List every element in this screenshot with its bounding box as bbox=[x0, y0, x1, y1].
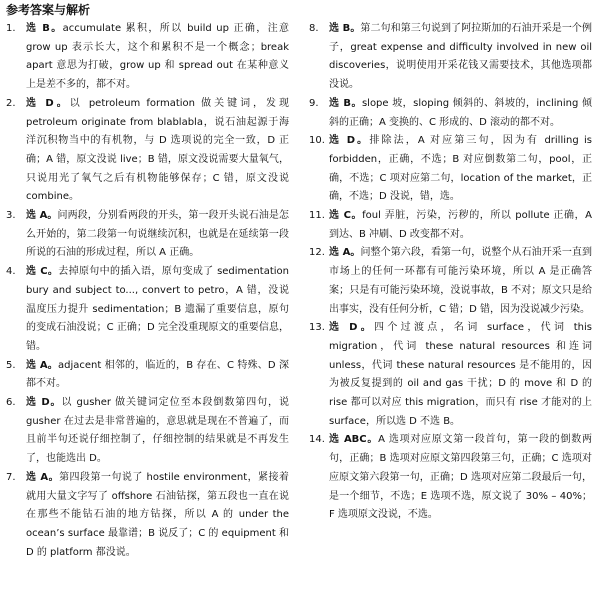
answer-item bbox=[309, 20, 592, 95]
explanation-text: 去掉原句中的插入语，原句变成了 sedimentation bury and subject to..., convert to petro，A 错，没说温度压力提升 sedimentation；B 遗漏了重要信息，原句的变成石油没说；C 正确；D 完全没重现原文的重要信息，错。 bbox=[26, 266, 289, 352]
answer-number: 2. bbox=[6, 97, 16, 109]
answer-choice: 选 D。 bbox=[329, 322, 375, 334]
answer-item bbox=[6, 20, 289, 95]
answer-number: 5. bbox=[6, 359, 16, 371]
explanation-text: 问两段，分别看两段的开头，第一段开头说石油是怎么开始的，第二段第一句说继续沉积，也就是在延续第一段所说的石油的形成过程，所以 A 正确。 bbox=[26, 210, 289, 259]
answer-number: 11. bbox=[309, 210, 325, 222]
answer-explanation bbox=[26, 20, 289, 95]
answer-explanation bbox=[26, 357, 289, 394]
explanation-text: 以 gusher 做关键词定位至本段倒数第四句，说 gusher 在过去是非常普遍的，意思就是现在不普遍了，而且前半句还说仔细控制了，仔细控制的结果就是不再发生了，也能选出 D。 bbox=[26, 397, 289, 465]
answer-choice: 选 B。 bbox=[26, 23, 63, 34]
explanation-text: 排除法，A 对应第三句，因为有 drilling is forbidden，正确，不选；B 对应倒数第二句，pool，正确，不选；C 项对应第二句，location of the market，正确，不选；D 没说，错，选。 bbox=[329, 135, 592, 203]
answer-choice: 选 A。 bbox=[26, 471, 60, 483]
answer-item bbox=[6, 207, 289, 263]
answer-explanation bbox=[26, 469, 289, 563]
answer-item bbox=[309, 95, 592, 132]
answer-number: 14. bbox=[309, 434, 325, 446]
answer-choice: 选 A。 bbox=[329, 247, 361, 259]
explanation-text: A 选项对应原文第一段首句，第一段的倒数两句，正确；B 选项对应原文第四段第三句，正确；C 选项对应原文第六段第一句，正确；D 选项对应第二段最后一句，是一个细节，不选；E 选项不选，原文说了 30% – 40%；F 选项原文没说，不选。 bbox=[329, 434, 592, 521]
explanation-text: 第四段第一句说了 hostile environment，紧接着就用大量文字写了 offshore 石油钻探，第五段也一直在说在那些不能钻石油的地方钻探，所以 A 的 under the ocean’s surface 最靠谱；B 说反了；C 的 equipment 和 D 的 platform 都没说。 bbox=[26, 471, 289, 558]
explanation-text: 第二句和第三句说到了阿拉斯加的石油开采是一个例子，great expense and difficulty involved in new oil discoveries，说明使用开采花钱又需要技术，其他选项都没说。 bbox=[329, 23, 593, 91]
answer-columns bbox=[6, 20, 592, 562]
answer-item bbox=[6, 469, 289, 563]
answer-number: 10. bbox=[309, 135, 325, 147]
answer-explanation bbox=[329, 20, 592, 95]
answer-choice: 选 B。 bbox=[329, 97, 362, 109]
explanation-text: slope 坡，sloping 倾斜的、斜坡的，inclining 倾斜的正确；A 变换的、C 形成的、D 滚动的都不对。 bbox=[329, 97, 592, 128]
answer-explanation bbox=[329, 244, 592, 319]
answer-number: 12. bbox=[309, 247, 325, 259]
answer-number: 3. bbox=[6, 210, 16, 222]
answer-choice: 选 D。 bbox=[26, 397, 62, 409]
answer-number: 8. bbox=[309, 23, 319, 34]
answer-explanation bbox=[329, 319, 592, 431]
right-column bbox=[309, 20, 592, 562]
left-column bbox=[6, 20, 289, 562]
answer-explanation bbox=[329, 132, 592, 207]
answer-choice: 选 ABC。 bbox=[329, 434, 379, 446]
answer-item bbox=[6, 263, 289, 357]
answer-item bbox=[309, 132, 592, 207]
explanation-text: 以 petroleum formation 做关键词，发现 petroleum originate from blablabla，说石油起源于海洋沉积物当中的有机物，与 D 选项说的完全一致，D 正确；A 错，原文没说 live；B 错，原文没说需要大量氧气，只说用光了氧气之后有机物能够保存；C 错，原文没说 combine。 bbox=[26, 97, 289, 203]
answer-choice: 选 A。 bbox=[26, 210, 58, 222]
explanation-text: 四个过渡点，名词 surface，代词 this migration，代词 these natural resources 和连词 unless，代词 these natural resources 是不能用的，因为被反复提到的 oil and gas 干扰；D 的 move 和 D 的 rise 都可以对应 this migration，而只有 rise 才能对的上 surface，所以选 D 不选 B。 bbox=[329, 322, 592, 427]
answer-choice: 选 C。 bbox=[329, 210, 363, 222]
answer-explanation bbox=[329, 207, 592, 244]
page-title: 参考答案与解析 bbox=[6, 3, 91, 17]
answer-choice: 选 C。 bbox=[26, 266, 59, 278]
answer-choice: 选 D。 bbox=[26, 97, 70, 109]
explanation-text: accumulate 累积，所以 build up 正确，注意 grow up 表示长大，这个和累积不是一个概念；break apart 意思为打破，grow up 和 spread out 在某种意义上是差不多的，都不对。 bbox=[26, 23, 289, 91]
answer-explanation bbox=[26, 95, 289, 207]
answer-explanation bbox=[329, 95, 592, 132]
answer-item bbox=[6, 357, 289, 394]
answer-choice: 选 B。 bbox=[329, 23, 361, 34]
answer-number: 6. bbox=[6, 397, 16, 409]
answer-number: 13. bbox=[309, 322, 325, 334]
explanation-text: 问整个第六段，看第一句，说整个从石油开采一直到市场上的任何一环都有可能污染环境，所以 A 是正确答案；只是有可能污染环境，没说事故，B 不对；原文只是给出事实，没有任何分析，C 错；D 错，因为没说减少污染。 bbox=[329, 247, 592, 315]
answer-explanation bbox=[26, 394, 289, 469]
answer-item bbox=[309, 319, 592, 431]
answer-explanation bbox=[26, 207, 289, 263]
answer-item bbox=[6, 95, 289, 207]
answer-item bbox=[309, 207, 592, 244]
answer-choice: 选 D。 bbox=[329, 135, 370, 147]
explanation-text: adjacent 相邻的，临近的，B 存在、C 特殊、D 深都不对。 bbox=[26, 359, 289, 390]
answer-item bbox=[309, 431, 592, 525]
answer-item bbox=[6, 394, 289, 469]
answer-number: 1. bbox=[6, 23, 16, 34]
explanation-text: foul 弄脏，污染，污秽的，所以 pollute 正确，A 到达、B 冲刷、D 改变都不对。 bbox=[329, 210, 592, 240]
answer-number: 4. bbox=[6, 266, 16, 278]
answer-number: 7. bbox=[6, 471, 16, 483]
answer-explanation bbox=[26, 263, 289, 357]
answer-choice: 选 A。 bbox=[26, 359, 58, 371]
answer-item bbox=[309, 244, 592, 319]
answer-number: 9. bbox=[309, 97, 319, 109]
answer-explanation bbox=[329, 431, 592, 525]
